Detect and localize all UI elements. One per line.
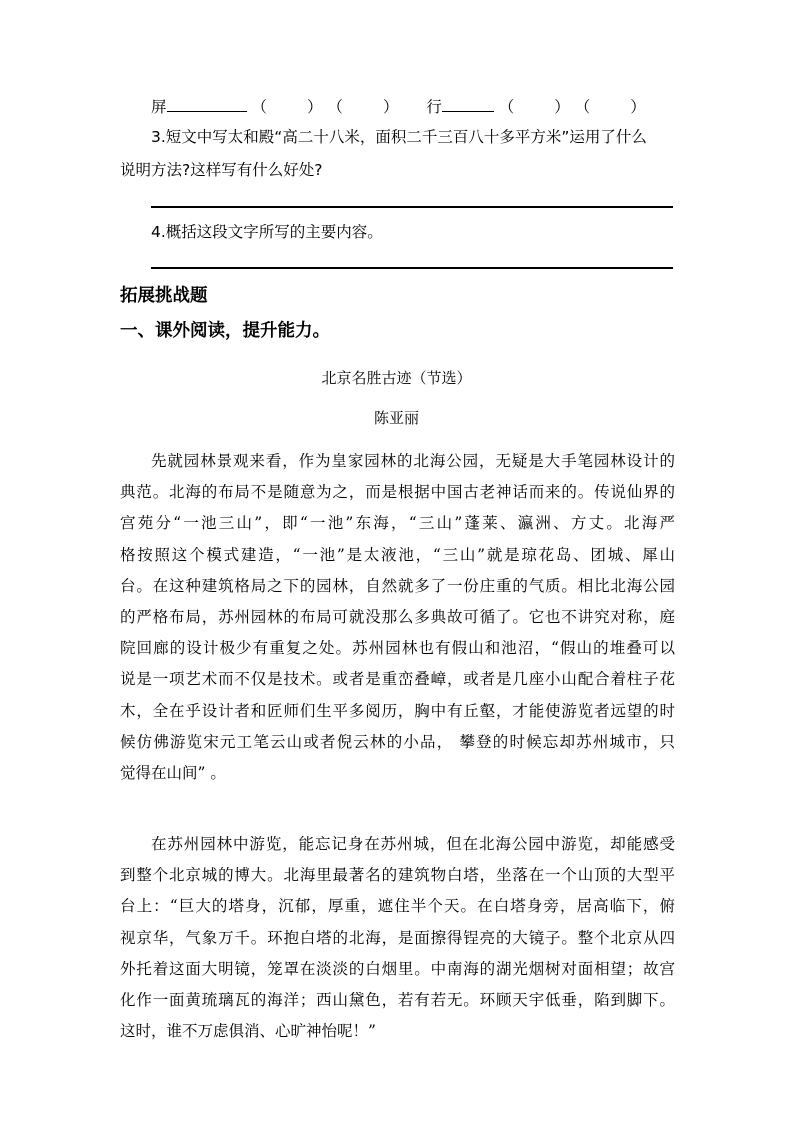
paragraph-line: 觉得在山间” 。 <box>120 763 226 782</box>
paren-b1[interactable]: （ ） <box>498 98 570 116</box>
paragraph-line: 外托着这面大明镜，笼罩在淡淡的白烟里。中南海的湖光烟树对面相望；故宫 <box>120 959 675 978</box>
paragraph-line: 格按照这个模式建造，“一池”是太液池，“三山”就是琼花岛、团城、犀山 <box>120 545 675 564</box>
article-title: 北京名胜古迹（节选） <box>321 369 472 387</box>
paragraph-line: 院回廊的设计极少有重复之处。苏州园林也有假山和池沼，“假山的堆叠可以 <box>120 639 675 658</box>
paragraph-line: 这时，谁不万虑俱消、心旷神怡呢！” <box>120 1022 376 1041</box>
paragraph-line: 先就园林景观来看，作为皇家园林的北海公园，无疑是大手笔园林设计的 <box>151 452 675 470</box>
blank-b[interactable] <box>442 96 494 112</box>
question-4-line1: 4.概括这段文字所写的主要内容。 <box>151 223 383 241</box>
paren-a2[interactable]: （ ） <box>327 98 399 116</box>
section-title: 拓展挑战题 <box>120 286 208 306</box>
answer-line-4[interactable] <box>151 267 673 269</box>
fill-in-line <box>151 96 646 117</box>
blank-a[interactable] <box>167 96 247 112</box>
paragraph-line: 台上：“巨大的塔身，沉郁，厚重，遮住半个天。在白塔身旁，居高临下，俯 <box>120 897 675 916</box>
paragraph-line: 台。在这种建筑格局之下的园林，自然就多了一份庄重的气质。相比北海公园 <box>120 576 675 595</box>
paragraph-line: 说是一项艺术而不仅是技术。或者是重峦叠嶂，或者是几座小山配合着柱子花 <box>120 670 675 689</box>
question-3-line1: 3.短文中写太和殿“高二十八米，面积二千三百八十多平方米”运用了什么 <box>151 128 647 146</box>
paragraph-2 <box>120 829 675 1047</box>
section-subtitle: 一、课外阅读，提升能力。 <box>120 321 330 341</box>
paragraph-line: 宫苑分“一池三山”，即“一池”东海，“三山”蓬莱、瀛洲、方丈。北海严 <box>120 514 675 533</box>
char-a: 屏 <box>151 98 167 116</box>
char-b: 行 <box>426 98 442 116</box>
question-3-line2: 说明方法?这样写有什么好处? <box>120 161 323 179</box>
paragraph-line: 的严格布局，苏州园林的布局可就没那么多典故可循了。它也不讲究对称，庭 <box>120 607 675 626</box>
paragraph-line: 在苏州园林中游览，能忘记身在苏州城，但在北海公园中游览，却能感受 <box>151 835 675 853</box>
paren-a1[interactable]: （ ） <box>251 98 323 116</box>
paragraph-line: 视京华，气象万千。环抱白塔的北海，是面擦得锃亮的大镜子。整个北京从四 <box>120 928 675 947</box>
paragraph-line: 典范。北海的布局不是随意为之，而是根据中国古老神话而来的。传说仙界的 <box>120 483 675 502</box>
paren-b2[interactable]: （ ） <box>574 98 646 116</box>
paragraph-line: 化作一面黄琉璃瓦的海洋；西山黛色，若有若无。环顾天宇低垂，陷到脚下。 <box>120 990 675 1009</box>
article-author: 陈亚丽 <box>373 409 419 427</box>
paragraph-1 <box>120 446 675 789</box>
paragraph-line: 候仿佛游览宋元工笔云山或者倪云林的小品， 攀登的时候忘却苏州城市，只 <box>120 732 675 751</box>
paragraph-line: 木，全在乎设计者和匠师们生平多阅历，胸中有丘壑，才能使游览者远望的时 <box>120 701 675 720</box>
paragraph-line: 到整个北京城的博大。北海里最著名的建筑物白塔，坐落在一个山顶的大型平 <box>120 866 675 885</box>
answer-line-3[interactable] <box>151 206 673 208</box>
